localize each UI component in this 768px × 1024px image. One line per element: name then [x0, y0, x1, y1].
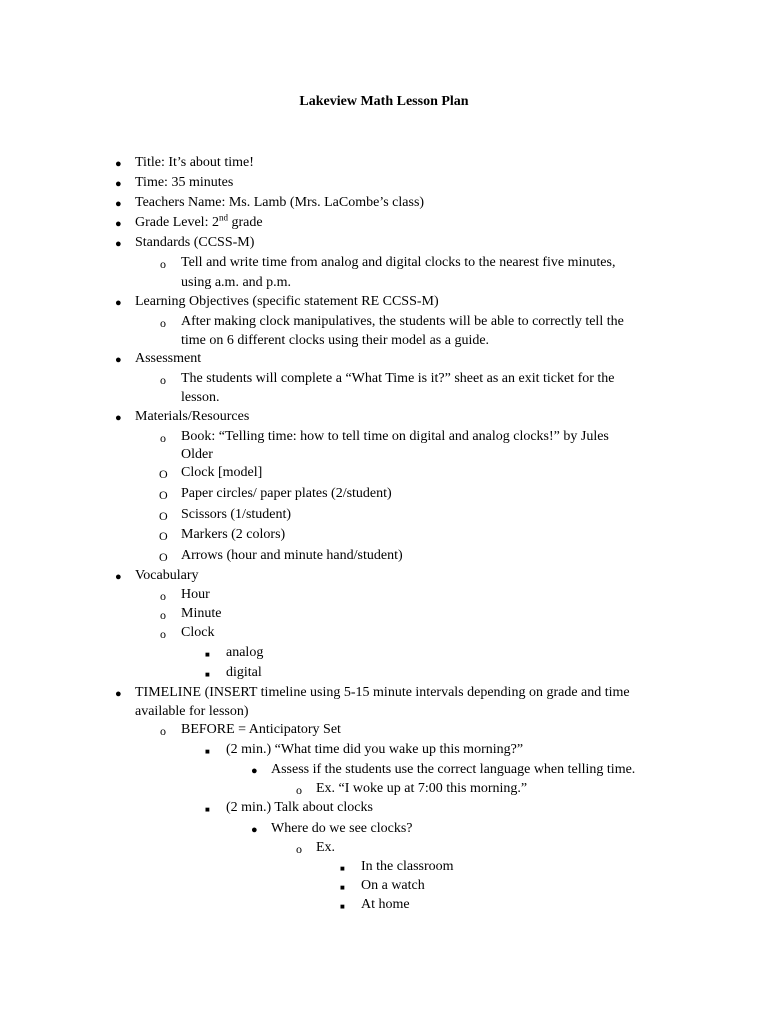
list-item: At home	[361, 897, 410, 912]
bullet-circle-icon: o	[160, 316, 166, 330]
list-item: Vocabulary	[135, 568, 199, 583]
list-item: Ex.	[316, 840, 336, 855]
bullet-disc-icon: ●	[251, 765, 258, 777]
list-item: In the classroom	[361, 859, 454, 874]
list-item: Teachers Name: Ms. Lamb (Mrs. LaCombe’s class)	[135, 195, 425, 210]
list-item: Tell and write time from analog and digital clocks to the nearest five minutes,	[181, 255, 616, 270]
list-item: Markers (2 colors)	[181, 527, 286, 542]
bullet-disc-icon: ●	[115, 354, 122, 366]
bullet-circle-icon: O	[159, 509, 168, 523]
bullet-square-icon: ■	[205, 650, 210, 659]
bullet-circle-icon: O	[159, 550, 168, 564]
bullet-circle-icon: o	[160, 627, 166, 641]
bullet-circle-icon: O	[159, 529, 168, 543]
bullet-square-icon: ■	[340, 864, 345, 873]
bullet-square-icon: ■	[340, 883, 345, 892]
list-item-continuation: time on 6 different clocks using their model as a guide.	[181, 333, 490, 348]
bullet-circle-icon: o	[160, 589, 166, 603]
list-item: BEFORE = Anticipatory Set	[181, 722, 341, 737]
list-item: Hour	[181, 587, 210, 602]
bullet-circle-icon: o	[160, 724, 166, 738]
bullet-circle-icon: O	[159, 488, 168, 502]
list-item: Clock	[181, 625, 215, 640]
list-item: Arrows (hour and minute hand/student)	[181, 548, 403, 563]
bullet-square-icon: ■	[340, 902, 345, 911]
list-item: TIMELINE (INSERT timeline using 5-15 minute intervals depending on grade and time	[135, 685, 630, 700]
list-item: Assessment	[135, 351, 202, 366]
bullet-disc-icon: ●	[115, 158, 122, 170]
list-item: Where do we see clocks?	[271, 821, 413, 836]
bullet-disc-icon: ●	[115, 688, 122, 700]
list-item: Title: It’s about time!	[135, 155, 254, 170]
bullet-circle-icon: O	[159, 467, 168, 481]
bullet-circle-icon: o	[296, 783, 302, 797]
list-item-continuation: lesson.	[181, 390, 220, 405]
bullet-disc-icon: ●	[115, 571, 122, 583]
list-item: Assess if the students use the correct language when telling time.	[271, 762, 636, 777]
list-item: (2 min.) “What time did you wake up this morning?”	[226, 742, 524, 757]
bullet-disc-icon: ●	[115, 297, 122, 309]
bullet-square-icon: ■	[205, 747, 210, 756]
list-item: Book: “Telling time: how to tell time on digital and analog clocks!” by Jules	[181, 429, 609, 444]
bullet-disc-icon: ●	[115, 412, 122, 424]
list-item-continuation: available for lesson)	[135, 704, 249, 719]
list-item-continuation: using a.m. and p.m.	[181, 275, 292, 290]
list-item: The students will complete a “What Time is it?” sheet as an exit ticket for the	[181, 371, 615, 386]
list-item: Time: 35 minutes	[135, 175, 234, 190]
list-item-continuation: Older	[181, 447, 213, 462]
list-item: Ex. “I woke up at 7:00 this morning.”	[316, 781, 528, 796]
grade-text: Grade Level: 2	[135, 215, 219, 230]
bullet-circle-icon: o	[296, 842, 302, 856]
grade-superscript: nd	[218, 212, 228, 223]
list-item: analog	[226, 645, 264, 660]
bullet-square-icon: ■	[205, 670, 210, 679]
document-title: Lakeview Math Lesson Plan	[299, 94, 469, 109]
bullet-circle-icon: o	[160, 373, 166, 387]
bullet-disc-icon: ●	[251, 824, 258, 836]
list-item: Clock [model]	[181, 465, 263, 480]
grade-suffix: grade	[227, 215, 263, 230]
bullet-circle-icon: o	[160, 431, 166, 445]
list-item: Minute	[181, 606, 222, 621]
list-item: Scissors (1/student)	[181, 507, 292, 522]
list-item: digital	[226, 665, 262, 680]
list-item: On a watch	[361, 878, 425, 893]
list-item	[135, 214, 263, 232]
list-item: After making clock manipulatives, the students will be able to correctly tell the	[181, 314, 624, 329]
list-item: Paper circles/ paper plates (2/student)	[181, 486, 392, 501]
bullet-square-icon: ■	[205, 805, 210, 814]
list-item: Standards (CCSS-M)	[135, 235, 255, 250]
list-item: (2 min.) Talk about clocks	[226, 800, 373, 815]
bullet-disc-icon: ●	[115, 218, 122, 230]
bullet-circle-icon: o	[160, 257, 166, 271]
bullet-disc-icon: ●	[115, 178, 122, 190]
bullet-disc-icon: ●	[115, 198, 122, 210]
bullet-circle-icon: o	[160, 608, 166, 622]
list-item: Learning Objectives (specific statement RE CCSS-M)	[135, 294, 439, 309]
list-item: Materials/Resources	[135, 409, 250, 424]
bullet-disc-icon: ●	[115, 238, 122, 250]
